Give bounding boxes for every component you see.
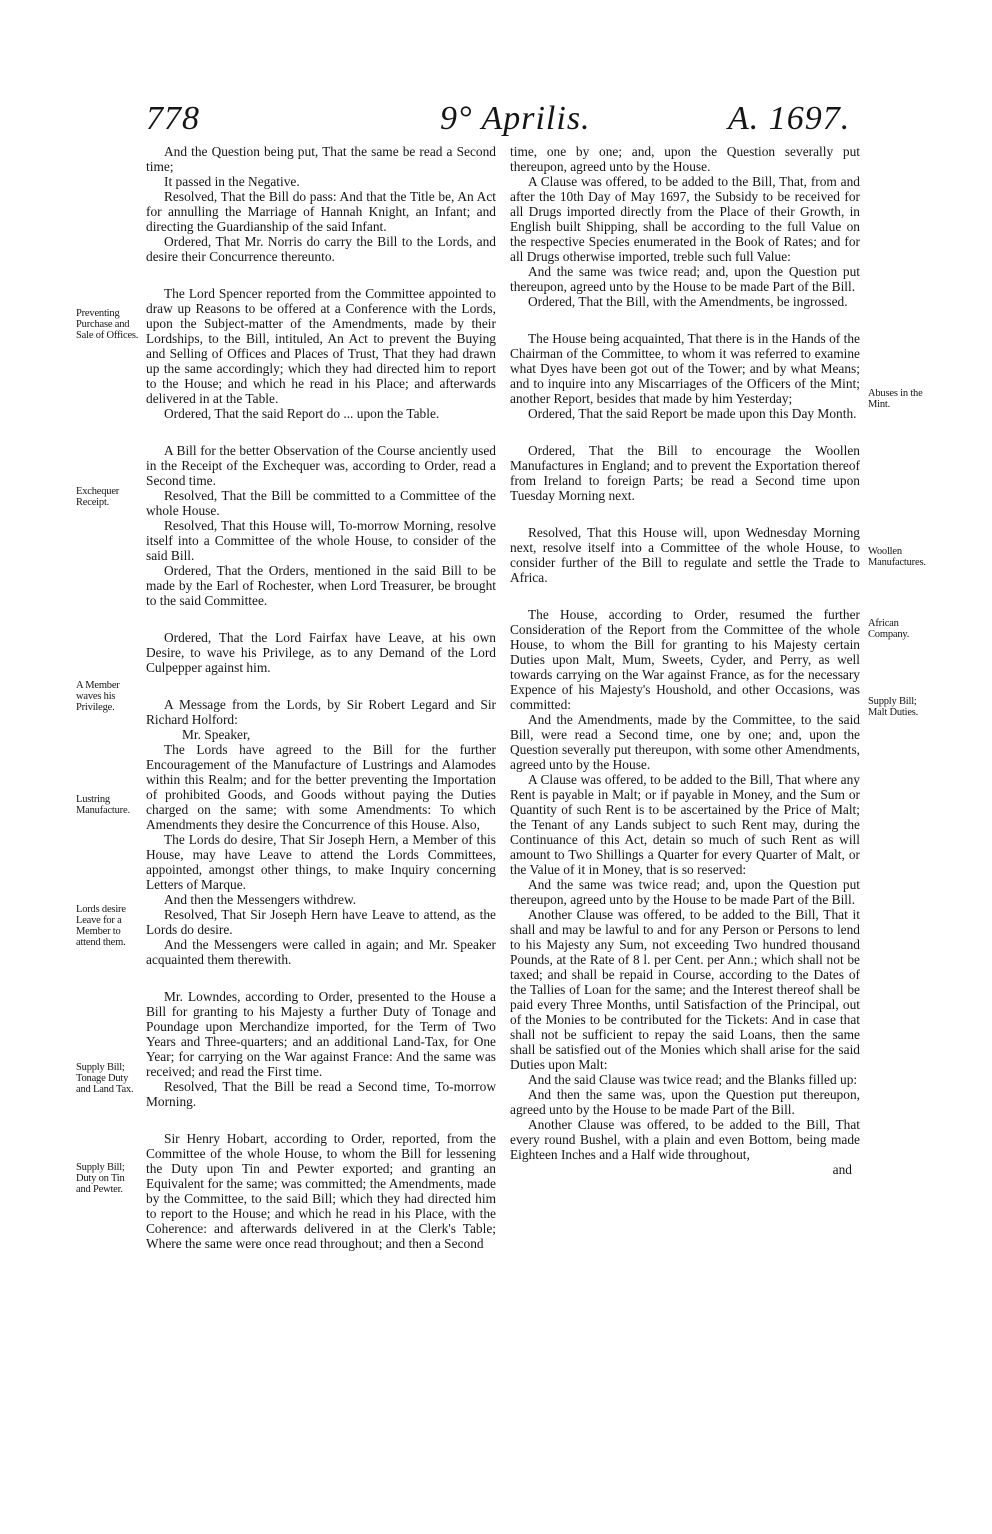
paragraph: Ordered, That the Orders, mentioned in the said Bill to be made by the Earl of Rochester, when Lord Treasurer, be brought to the said Committee.	[146, 563, 496, 608]
paragraph: Resolved, That Sir Joseph Hern have Leave to attend, as the Lords do desire.	[146, 907, 496, 937]
margin-note: Lords desire Leave for a Member to attend them.	[76, 904, 126, 948]
paragraph: A Clause was offered, to be added to the Bill, That where any Rent is payable in Malt; or if payable in Money, and the Sum or Quantity of such Rent is to be ascertained by the Price of Malt; the Tenant of any Lands subject to such Rent may, during the Continuance of this Act, detain so much of such Rent as will amount to Two Shillings a Quarter for every Quarter of Malt, or the Value of it in Money, that is so reserved:	[510, 772, 860, 877]
left-column	[146, 144, 496, 1251]
paragraph: Ordered, That the said Report be made upon this Day Month.	[528, 406, 857, 421]
paragraph: time, one by one; and, upon the Question severally put thereupon, agreed unto by the House.	[510, 144, 860, 174]
paragraph: A Message from the Lords, by Sir Robert Legard and Sir Richard Holford:	[146, 697, 496, 727]
margin-note: Supply Bill; Tonage Duty and Land Tax.	[76, 1062, 134, 1095]
paragraph: Ordered, That Mr. Norris do carry the Bill to the Lords, and desire their Concurrence thereunto.	[146, 234, 496, 264]
paragraph: Ordered, That the Lord Fairfax have Leave, at his own Desire, to wave his Privilege, as to any Demand of the Lord Culpepper against him.	[146, 630, 496, 675]
paragraph: The House, according to Order, resumed the further Consideration of the Report from the Committee of the whole House, to whom the Bill for granting to his Majesty certain Duties upon Malt, Mum, Sweets, Cyder, and Perry, as well towards carrying on the War against France, as for the necessary Expence of his Majesty's Houshold, and other Occasions, was committed:	[510, 607, 860, 712]
page-number: 778	[146, 100, 200, 137]
paragraph: Another Clause was offered, to be added to the Bill, That every round Bushel, with a plain and even Bottom, being made Eighteen Inches and a Half wide throughout,	[510, 1117, 860, 1162]
paragraph: The Lord Spencer reported from the Committee appointed to draw up Reasons to be offered at a Conference with the Lords, upon the Subject-matter of the Amendments, made by their Lordships, to the Bill, intituled, An Act to prevent the Buying and Selling of Offices and Places of Trust, That they had drawn up the same accordingly; which they had directed him to report to the House; and which he read in his Place; and afterwards delivered in at the Table.	[146, 286, 496, 406]
right-column	[510, 144, 860, 1177]
paragraph: The Lords have agreed to the Bill for the further Encouragement of the Manufacture of Lustrings and Alamodes within this Realm; and for the better preventing the Importation of prohibited Goods, and Goods without paying the Duties charged on the same; with some Amendments: To which Amendments they desire the Concurrence of this House. Also,	[146, 742, 496, 832]
paragraph: And the same was twice read; and, upon the Question put thereupon, agreed unto by the House to be made Part of the Bill.	[510, 877, 860, 907]
salutation: Mr. Speaker,	[182, 727, 251, 742]
header-year: A. 1697.	[728, 100, 851, 137]
paragraph: The Lords do desire, That Sir Joseph Hern, a Member of this House, may have Leave to attend the Lords Committees, appointed, amongst other things, to make Inquiry concerning Letters of Marque.	[146, 832, 496, 892]
margin-note: Abuses in the Mint.	[868, 388, 923, 410]
margin-note: A Member waves his Privilege.	[76, 680, 120, 713]
paragraph: Resolved, That the Bill be committed to a Committee of the whole House.	[146, 488, 496, 518]
margin-note: African Company.	[868, 618, 910, 640]
paragraph: Resolved, That the Bill be read a Second time, To-morrow Morning.	[146, 1079, 496, 1109]
paragraph: And the Question being put, That the same be read a Second time;	[146, 144, 496, 174]
paragraph: The House being acquainted, That there is in the Hands of the Chairman of the Committee, to whom it was referred to examine what Dyes have been got out of the Tower; and by what Means; and to inquire into any Miscarriages of the Officers of the Mint; another Report, besides that made by him Yesterday;	[510, 331, 860, 406]
paragraph: Ordered, That the said Report do ... upon the Table.	[164, 406, 440, 421]
paragraph: And the Messengers were called in again; and Mr. Speaker acquainted them therewith.	[146, 937, 496, 967]
paragraph: A Bill for the better Observation of the Course anciently used in the Receipt of the Exchequer was, according to Order, read a Second time.	[146, 443, 496, 488]
catchword: and	[832, 1162, 852, 1177]
paragraph: It passed in the Negative.	[164, 174, 300, 189]
margin-note: Supply Bill; Malt Duties.	[868, 696, 919, 718]
paragraph: Ordered, That the Bill, with the Amendments, be ingrossed.	[528, 294, 848, 309]
paragraph: And the said Clause was twice read; and the Blanks filled up:	[528, 1072, 858, 1087]
paragraph: And the same was twice read; and, upon the Question put thereupon, agreed unto by the House to be made Part of the Bill.	[510, 264, 860, 294]
paragraph: A Clause was offered, to be added to the Bill, That, from and after the 10th Day of May 1697, the Subsidy to be received for all Drugs imported directly from the Place of their Growth, in English built Shipping, shall be according to the full Value on the respective Species enumerated in the Book of Rates; and for all Drugs otherwise imported, treble such full Value:	[510, 174, 860, 264]
margin-note: Lustring Manufacture.	[76, 794, 130, 816]
paragraph: Sir Henry Hobart, according to Order, reported, from the Committee of the whole House, to whom the Bill for lessening the Duty upon Tin and Pewter exported; and granting an Equivalent for the same; was committed; the Amendments, made by the Committee, to the said Bill; which they had directed him to report to the House; and which he read in his Place, with the Coherence: and afterwards delivered in at the Clerk's Table; Where the same were once read throughout; and then a Second	[146, 1131, 496, 1251]
margin-note: Woollen Manufactures.	[868, 546, 926, 568]
paragraph: Ordered, That the Bill to encourage the Woollen Manufactures in England; and to prevent the Exportation thereof from Ireland to foreign Parts; be read a Second time upon Tuesday Morning next.	[510, 443, 860, 503]
paragraph: Resolved, That the Bill do pass: And that the Title be, An Act for annulling the Marriage of Hannah Knight, an Infant; and directing the Guardianship of the said Infant.	[146, 189, 496, 234]
paragraph: Resolved, That this House will, To-morrow Morning, resolve itself into a Committee of the whole House, to consider of the said Bill.	[146, 518, 496, 563]
paragraph: And the Amendments, made by the Committee, to the said Bill, were read a Second time, one by one; and, upon the Question severally put thereupon, with some other Amendments, agreed unto by the House.	[510, 712, 860, 772]
header-date: 9° Aprilis.	[440, 100, 591, 137]
paragraph: And then the same was, upon the Question put thereupon, agreed unto by the House to be made Part of the Bill.	[510, 1087, 860, 1117]
margin-note: Supply Bill; Duty on Tin and Pewter.	[76, 1162, 125, 1195]
paragraph: Another Clause was offered, to be added to the Bill, That it shall and may be lawful to and for any Person or Persons to lend to his Majesty any Sum, not exceeding Two hundred thousand Pounds, at the Rate of 8 l. per Cent. per Ann.; which shall not be taxed; and shall be repaid in Course, according to the Dates of the Tallies of Loan for the same; and the Interest thereof shall be paid every Three Months, until Satisfaction of the Principal, out of the Monies to be contributed for the Tickets: And in case that shall not be sufficient to repay the said Loans, then the same shall be satisfied out of the Monies which shall arise for the said Duties upon Malt:	[510, 907, 860, 1072]
paragraph: Mr. Lowndes, according to Order, presented to the House a Bill for granting to his Majesty a further Duty of Tonage and Poundage upon Merchandize imported, for the Term of Two Years and Three-quarters; and an additional Land-Tax, for One Year; for carrying on the War against France: And the same was received; and read the First time.	[146, 989, 496, 1079]
margin-note: Preventing Purchase and Sale of Offices.	[76, 308, 139, 341]
paragraph: Resolved, That this House will, upon Wednesday Morning next, resolve itself into a Committee of the whole House, to consider further of the Bill to regulate and settle the Trade to Africa.	[510, 525, 860, 585]
paragraph: And then the Messengers withdrew.	[164, 892, 357, 907]
margin-note: Exchequer Receipt.	[76, 486, 120, 508]
